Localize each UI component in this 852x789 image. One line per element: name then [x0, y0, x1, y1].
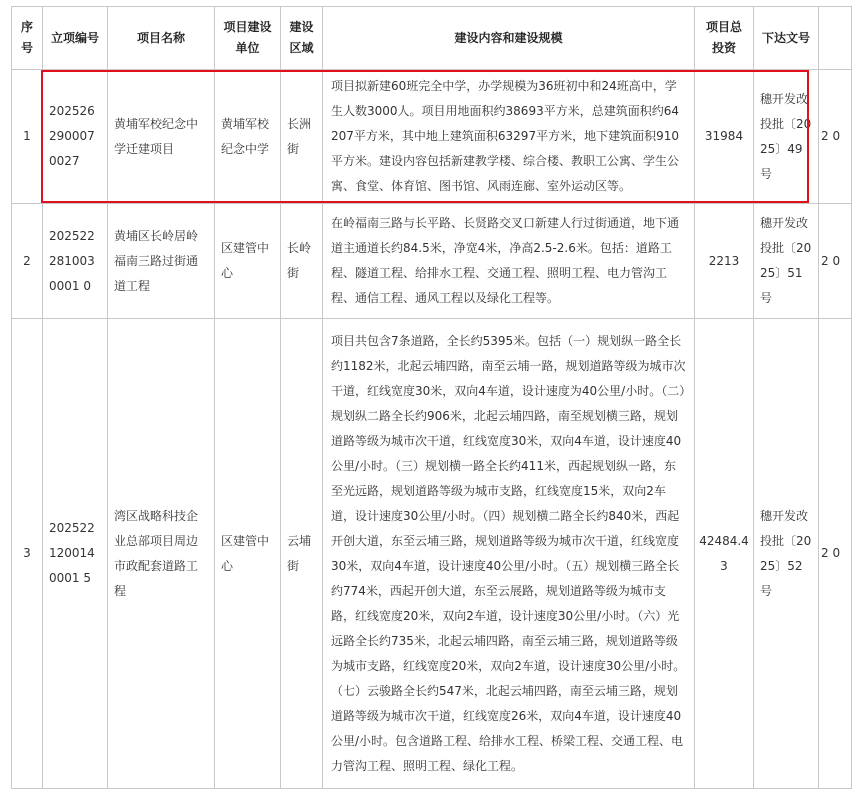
cell-content: 项目拟新建60班完全中学，办学规模为36班初中和24班高中，学生人数3000人。项目用地面积约38693平方米，总建筑面积约64207平方米，其中地上建筑面积63297平方米，地下建筑面积910平方米。建设内容包括新建教学楼、综合楼、教职工公寓、学生公寓、食堂、体育馆、图书馆、风雨连廊、室外运动区等。: [323, 70, 695, 204]
header-name: 项目名称: [108, 7, 215, 70]
header-invest: 项目总投资: [695, 7, 754, 70]
header-row: [12, 7, 852, 70]
cell-area: 云埔街: [281, 319, 323, 789]
cell-area: 长岭街: [281, 204, 323, 319]
header-extra: [819, 7, 852, 70]
cell-content: 项目共包含7条道路，全长约5395米。包括（一）规划纵一路全长约1182米，北起云埔四路，南至云埔一路，规划道路等级为城市次干道，红线宽度30米，双向4车道，设计速度为40公里/小时。（二）规划纵二路全长约906米，北起云埔四路，南至规划横三路，规划道路等级为城市次干道，红线宽度30米，双向4车道，设计速度40公里/小时。（三）规划横一路全长约411米，西起规划纵一路，东至光远路，规划道路等级为城市支路，红线宽度15米，双向2车道，设计速度30公里/小时。（四）规划横二路全长约840米，西起开创大道，东至云埔三路，规划道路等级为城市次干道，红线宽度30米，双向4车道，设计速度40公里/小时。（五）规划横三路全长约774米，西起开创大道，东至云展路，规划道路等级为城市支路，红线宽度20米，双向2车道，设计速度30公里/小时。（六）光远路全长约735米，北起云埔四路，南至云埔三路，规划道路等级为城市支路，红线宽度20米，双向2车道，设计速度30公里/小时。（七）云骏路全长约547米，北起云埔四路，南至云埔三路，规划道路等级为城市次干道，红线宽度26米，双向4车道，设计速度40公里/小时。包含道路工程、给排水工程、桥梁工程、交通工程、电力管沟工程、照明工程、绿化工程。: [323, 319, 695, 789]
cell-invest: 42484.43: [695, 319, 754, 789]
header-code: 立项编号: [43, 7, 108, 70]
cell-seq: 3: [12, 319, 43, 789]
table-row: [12, 319, 852, 789]
cell-invest: 2213: [695, 204, 754, 319]
cell-unit: 区建管中心: [215, 204, 281, 319]
cell-extra: 2 0: [819, 204, 852, 319]
cell-doc: 穗开发改投批〔2025〕51号: [754, 204, 819, 319]
cell-extra: 2 0: [819, 319, 852, 789]
cell-unit: 黄埔军校纪念中学: [215, 70, 281, 204]
header-area: 建设区域: [281, 7, 323, 70]
header-doc: 下达文号: [754, 7, 819, 70]
cell-code: 2025222810030001 0: [43, 204, 108, 319]
header-content: 建设内容和建设规模: [323, 7, 695, 70]
cell-name: 黄埔区长岭居岭福南三路过街通道工程: [108, 204, 215, 319]
cell-invest: 31984: [695, 70, 754, 204]
cell-code: 2025262900070027: [43, 70, 108, 204]
cell-doc: 穗开发改投批〔2025〕49号: [754, 70, 819, 204]
cell-seq: 1: [12, 70, 43, 204]
cell-content: 在岭福南三路与长平路、长贤路交叉口新建人行过街通道，地下通道主通道长约84.5米，净宽4米，净高2.5-2.6米。包括：道路工程、隧道工程、给排水工程、交通工程、照明工程、电力管沟工程、通信工程、通风工程以及绿化工程等。: [323, 204, 695, 319]
header-seq: 序号: [12, 7, 43, 70]
cell-code: 2025221200140001 5: [43, 319, 108, 789]
cell-area: 长洲街: [281, 70, 323, 204]
cell-name: 黄埔军校纪念中学迁建项目: [108, 70, 215, 204]
project-table: [11, 6, 852, 789]
cell-doc: 穗开发改投批〔2025〕52号: [754, 319, 819, 789]
header-unit: 项目建设单位: [215, 7, 281, 70]
cell-seq: 2: [12, 204, 43, 319]
cell-extra: 2 0: [819, 70, 852, 204]
cell-unit: 区建管中心: [215, 319, 281, 789]
cell-name: 湾区战略科技企业总部项目周边市政配套道路工程: [108, 319, 215, 789]
table-row: [12, 70, 852, 204]
table-row: [12, 204, 852, 319]
